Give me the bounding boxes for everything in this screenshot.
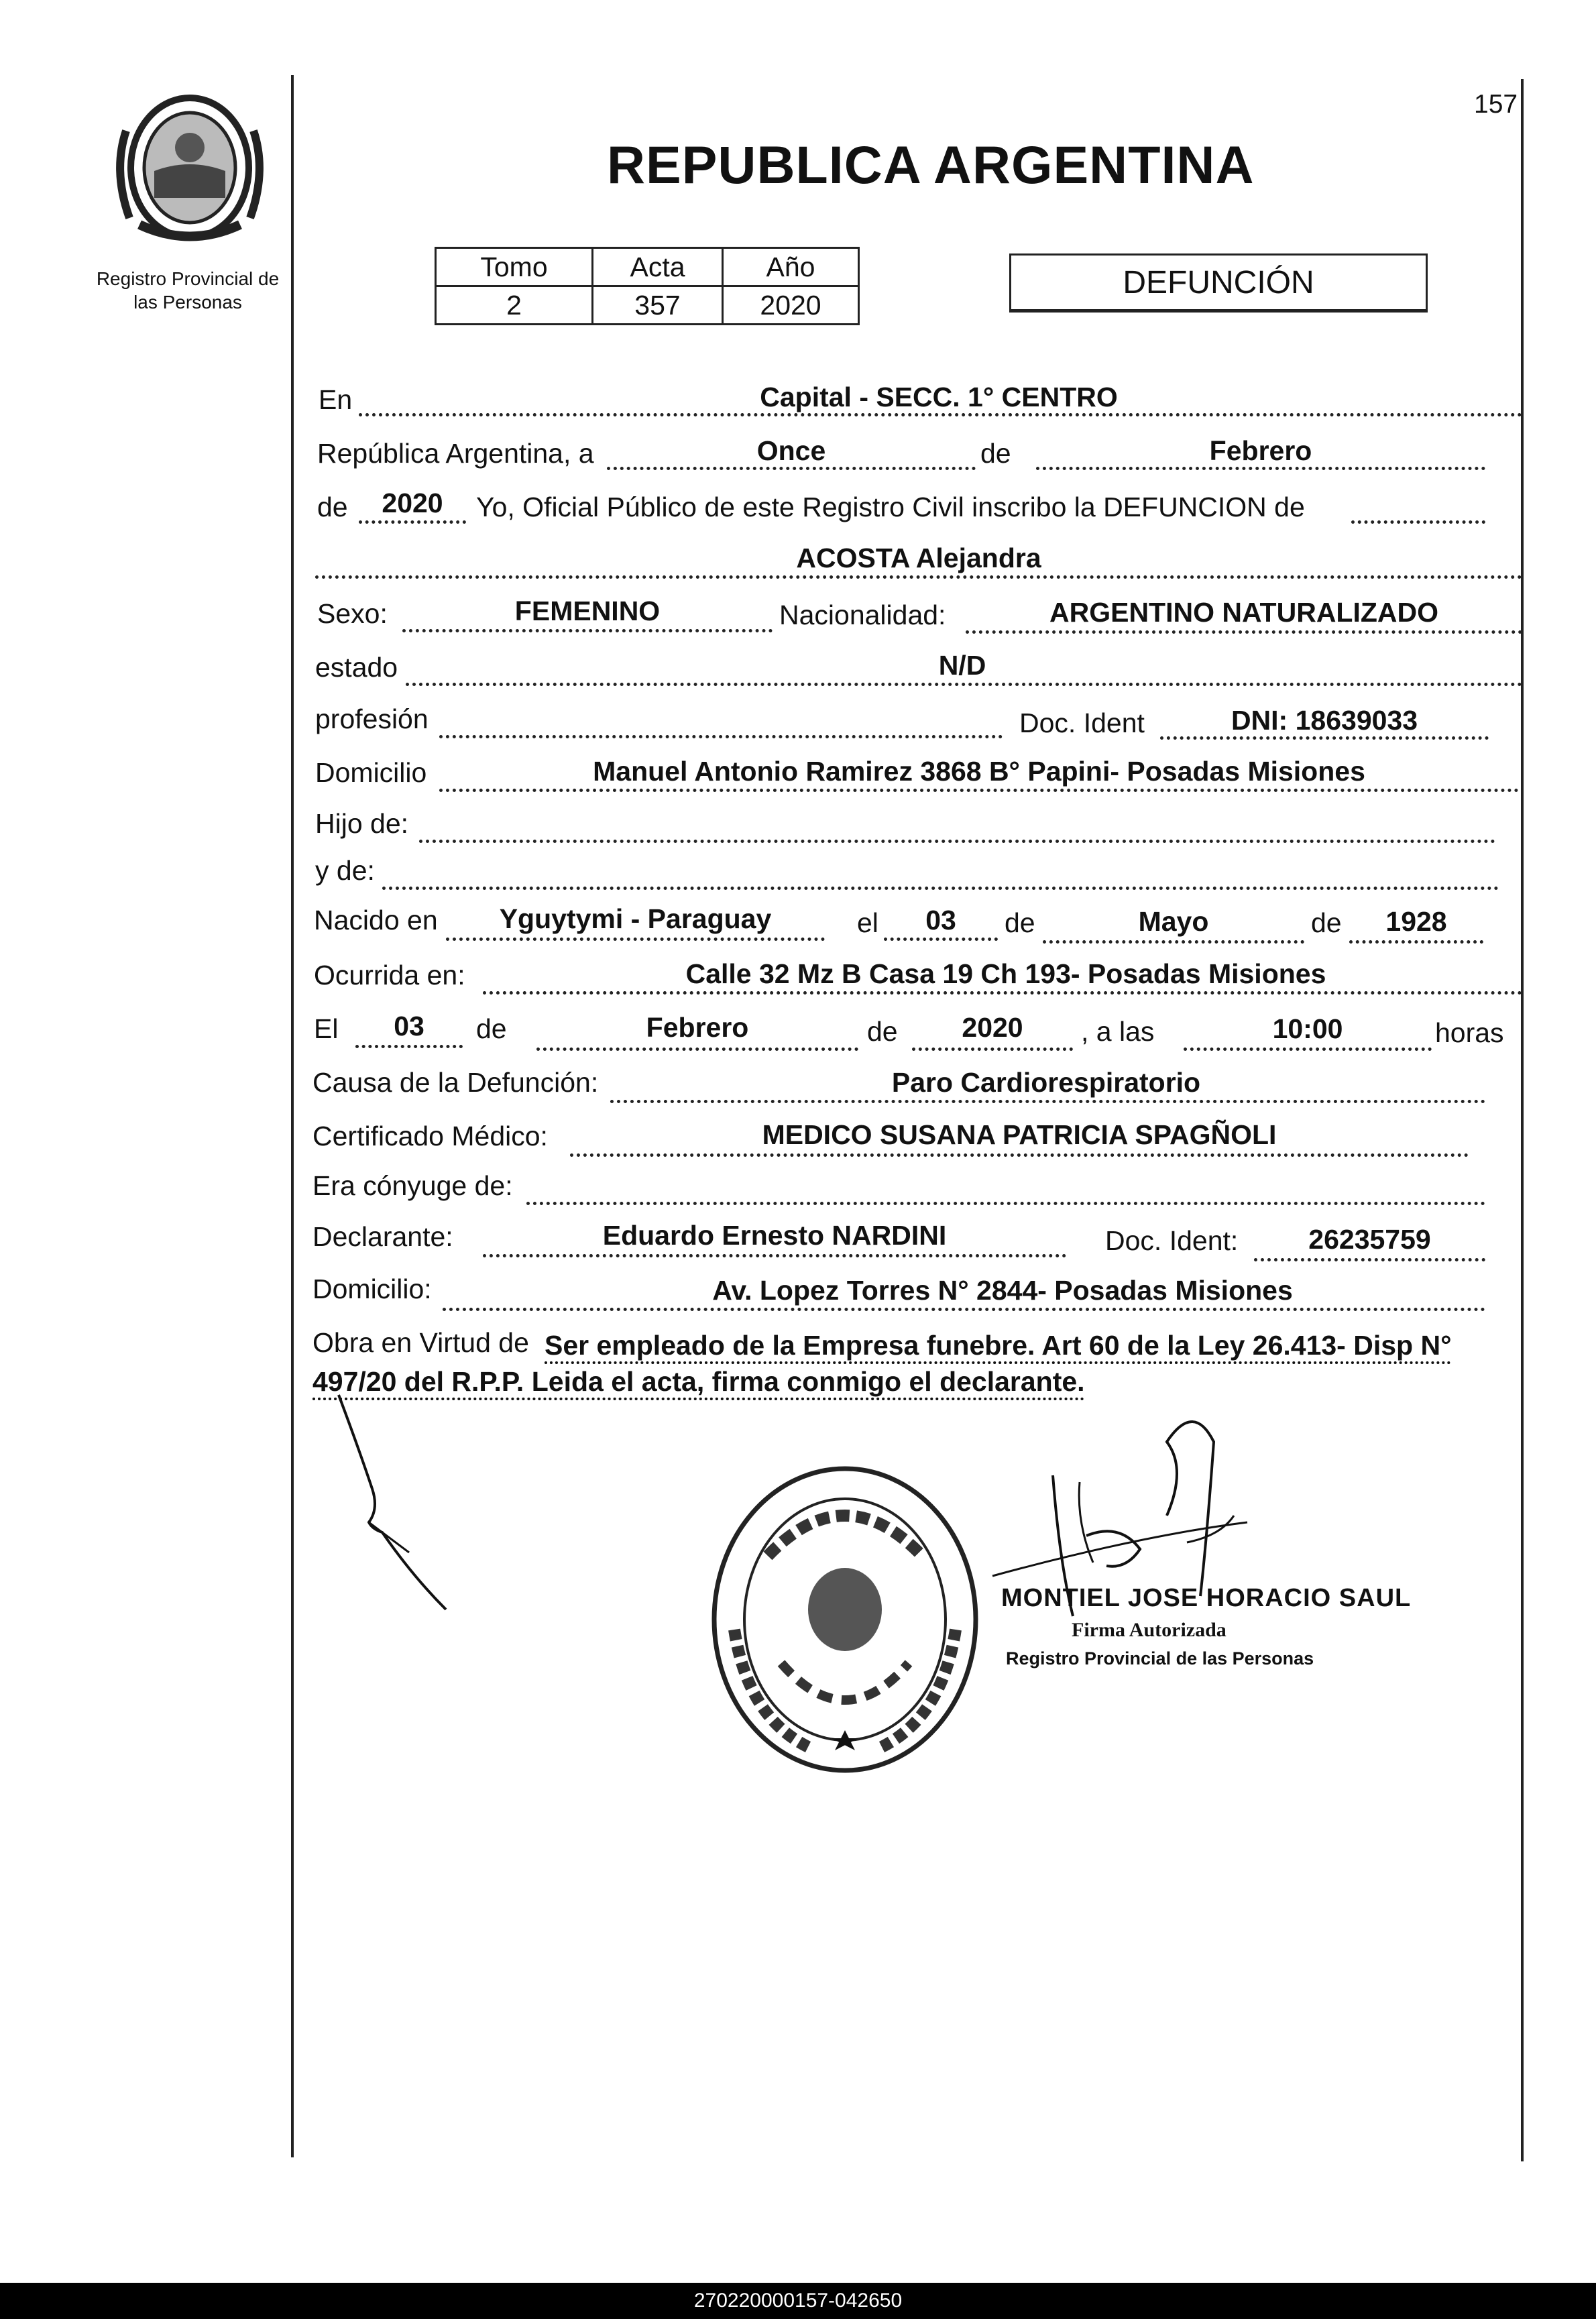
nacido-place-value: Yguytymi - Paraguay [499,903,772,934]
footer-barcode-text: 270220000157-042650 [0,2283,1596,2319]
causa-value: Paro Cardiorespiratorio [891,1067,1201,1098]
nacido-de2-label: de [1311,907,1342,938]
nacido-de1-label: de [1005,907,1035,938]
month-line [1036,467,1485,470]
certificado-label: Certificado Médico: [312,1121,548,1151]
right-margin-rule [1521,79,1524,2161]
left-margin-rule [291,75,294,2157]
nacionalidad-value: ARGENTINO NATURALIZADO [1049,597,1439,628]
fecha-day-line [355,1045,463,1048]
declarante-doc-line [1254,1258,1485,1261]
record-table [435,247,860,325]
en-value: Capital - SECC. 1° CENTRO [760,382,1118,412]
fecha-month-value: Febrero [646,1012,749,1043]
hijo-de-line [419,840,1495,843]
doc-ident-line [1160,736,1489,740]
date-day-value: Once [756,435,826,466]
profesion-line [439,735,1003,738]
nacionalidad-line [966,630,1522,634]
causa-label: Causa de la Defunción: [312,1067,599,1098]
sexo-line [402,629,773,632]
estado-value: N/D [938,650,986,681]
certificado-value: MEDICO SUSANA PATRICIA SPAGÑOLI [762,1119,1277,1150]
official-seal [707,1462,982,1777]
certificado-line [570,1153,1469,1157]
fecha-el-label: El [314,1013,339,1044]
ano-value: 2020 [723,286,859,325]
nacido-month-line [1043,940,1304,944]
ocurrida-label: Ocurrida en: [314,960,465,991]
year-de-label: de [317,492,348,522]
nacionalidad-label: Nacionalidad: [779,600,946,630]
causa-line [610,1100,1485,1103]
signatory-office: Registro Provincial de las Personas [1006,1648,1314,1668]
domicilio-declarante-label: Domicilio: [312,1274,432,1304]
doc-ident-value: DNI: 18639033 [1231,705,1418,736]
nacido-label: Nacido en [314,905,438,936]
obra-value-line1: Ser empleado de la Empresa funebre. Art 60 de la Ley 26.413- Disp N° [545,1330,1452,1361]
page-number: 157 [1474,90,1518,119]
inscription-line [1351,520,1485,524]
name-line [315,575,1522,579]
inscription-text: Yo, Oficial Público de este Registro Civil inscribo la DEFUNCION de [476,492,1305,522]
tomo-header: Tomo [436,248,593,286]
obra-value-line2: 497/20 del R.P.P. Leida el acta, firma conmigo el declarante. [312,1366,1085,1397]
document-title: REPUBLICA ARGENTINA [607,135,1255,194]
record-table-value-row [436,286,859,325]
domicilio-declarante-line [443,1308,1485,1311]
fecha-time-value: 10:00 [1272,1013,1343,1044]
en-label: En [319,384,353,415]
registry-name: Registro Provincial de las Personas [96,268,280,313]
fecha-de2-label: de [867,1016,898,1047]
sexo-label: Sexo: [317,598,388,629]
fecha-alas-label: , a las [1081,1016,1155,1047]
fecha-de1-label: de [476,1013,507,1044]
fecha-day-value: 03 [394,1011,424,1041]
conyuge-label: Era cónyuge de: [312,1170,513,1201]
nacido-day-line [884,938,998,941]
seal-graphic [707,1462,982,1777]
acta-header: Acta [593,248,723,286]
declarante-value: Eduardo Ernesto NARDINI [602,1220,947,1251]
obra-label: Obra en Virtud de [312,1327,529,1358]
declarant-signature [332,1388,466,1616]
fecha-month-line [536,1048,858,1051]
domicilio-value: Manuel Antonio Ramirez 3868 B° Papini- Posadas Misiones [593,756,1365,787]
ano-header: Año [723,248,859,286]
declarante-label: Declarante: [312,1221,453,1252]
nacido-year-value: 1928 [1385,906,1447,937]
domicilio-line [439,789,1519,792]
estado-line [406,683,1522,686]
hijo-de-label: Hijo de: [315,808,409,839]
nacido-el-label: el [857,907,878,938]
ocurrida-value: Calle 32 Mz B Casa 19 Ch 193- Posadas Misiones [685,958,1326,989]
signatory-role: Firma Autorizada [1072,1619,1227,1641]
profesion-label: profesión [315,703,429,734]
sexo-value: FEMENINO [514,596,661,626]
year-line [359,520,466,524]
conyuge-line [526,1202,1485,1205]
deceased-name: ACOSTA Alejandra [796,543,1041,573]
doc-ident-label: Doc. Ident [1019,708,1145,738]
declarante-doc-value: 26235759 [1308,1224,1431,1255]
declarante-line [483,1254,1066,1257]
domicilio-label: Domicilio [315,757,427,788]
nacido-year-line [1349,940,1483,944]
fecha-time-line [1184,1048,1432,1051]
date-de-label: de [980,438,1011,469]
record-table-header-row [436,248,859,286]
fecha-year-value: 2020 [962,1012,1023,1043]
domicilio-declarante-value: Av. Lopez Torres N° 2844- Posadas Misiones [712,1275,1293,1306]
en-line [359,413,1522,416]
tomo-value: 2 [436,286,593,325]
declarante-doc-label: Doc. Ident: [1105,1225,1239,1256]
nacido-day-value: 03 [925,905,956,936]
ocurrida-line [483,991,1522,995]
province-emblem [113,91,267,248]
year-value: 2020 [382,488,443,518]
estado-label: estado [315,652,398,683]
fecha-horas-label: horas [1435,1017,1504,1048]
fecha-year-line [912,1048,1073,1051]
day-line [607,467,976,470]
acta-value: 357 [593,286,723,325]
nacido-month-value: Mayo [1138,906,1209,937]
signatory-name: MONTIEL JOSE HORACIO SAUL [1001,1584,1412,1612]
record-type-box: DEFUNCIÓN [1009,253,1428,313]
date-month-value: Febrero [1209,435,1312,466]
y-de-label: y de: [315,855,375,886]
republica-label: República Argentina, a [317,438,594,469]
emblem-graphic [113,91,267,248]
y-de-line [382,887,1499,890]
nacido-place-line [446,938,825,941]
